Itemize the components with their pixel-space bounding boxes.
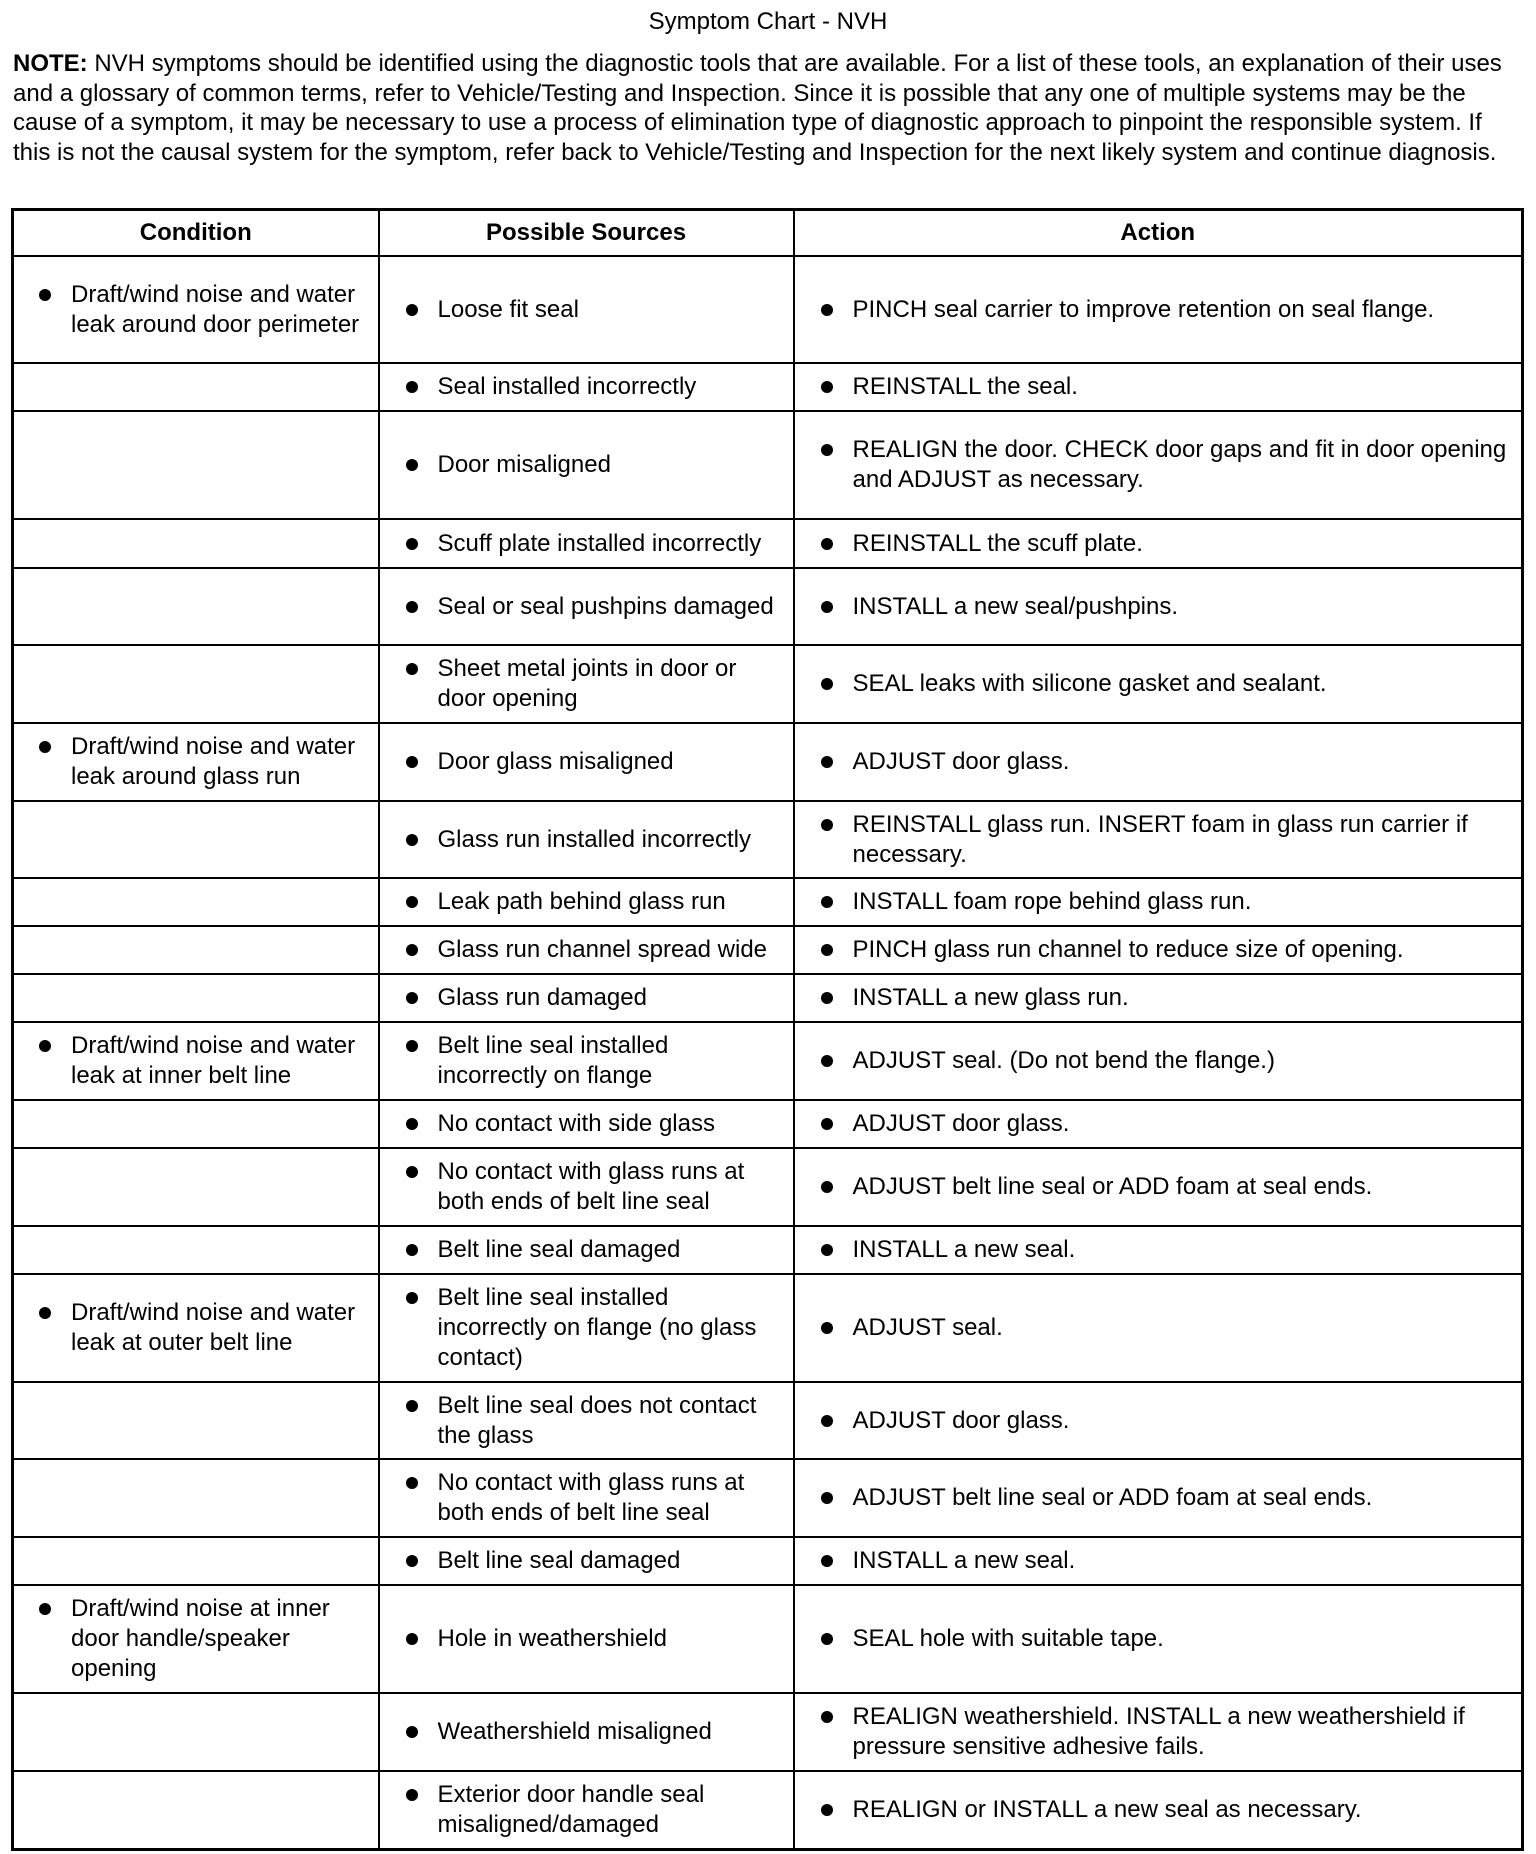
table-row	[13, 1537, 1523, 1585]
bullet-item	[390, 1391, 783, 1451]
action-cell	[794, 1382, 1523, 1459]
table-row	[13, 723, 1523, 801]
bullet-item	[390, 747, 783, 777]
bullet-dot-icon	[821, 1555, 833, 1567]
source-cell	[379, 1771, 794, 1849]
bullet-dot-icon	[821, 896, 833, 908]
header-possible-sources: Possible Sources	[379, 210, 794, 257]
bullet-dot-icon	[406, 1292, 418, 1304]
bullet-dot-icon	[39, 741, 51, 753]
action-text: INSTALL a new seal.	[852, 1547, 1076, 1574]
bullet-dot-icon	[821, 538, 833, 550]
source-text: Door misaligned	[437, 451, 611, 478]
bullet-dot-icon	[821, 819, 833, 831]
table-row	[13, 1693, 1523, 1771]
source-cell	[379, 645, 794, 723]
table-row	[13, 363, 1523, 411]
action-text: REINSTALL the scuff plate.	[852, 529, 1143, 557]
bullet-item	[24, 732, 368, 792]
action-text: INSTALL a new glass run.	[852, 984, 1129, 1011]
bullet-item	[805, 1406, 1512, 1436]
bullet-dot-icon	[821, 1415, 833, 1427]
action-text: ADJUST seal. (Do not bend the flange.)	[852, 1047, 1275, 1074]
action-cell	[794, 1226, 1523, 1274]
bullet-item	[24, 280, 368, 340]
note-text: NVH symptoms should be identified using the diagnostic tools that are available. For a list of these tools, an explanation of their uses and a glossary of common terms, refer to Vehicle/Testing and Inspection. Since it is possible that any one of multiple systems may be the cause of a symptom, it may be necessary to use a process of elimination type of diagnostic approach to pinpoint the responsible system. If this is not the causal system for the symptom, refer back to Vehicle/Testing and Inspection for the next likely system and continue diagnosis.	[13, 50, 1502, 166]
table-row	[13, 1771, 1523, 1849]
table-row	[13, 1148, 1523, 1226]
bullet-dot-icon	[821, 1244, 833, 1256]
source-text: No contact with glass runs at both ends of belt line seal	[437, 1469, 745, 1526]
bullet-dot-icon	[821, 1804, 833, 1816]
action-cell	[794, 1148, 1523, 1226]
table-row	[13, 1585, 1523, 1693]
bullet-item	[805, 1546, 1512, 1576]
action-text: PINCH seal carrier to improve retention on seal flange.	[852, 295, 1435, 323]
bullet-dot-icon	[406, 1477, 418, 1489]
bullet-item	[805, 435, 1512, 495]
action-text: REALIGN weathershield. INSTALL a new weathershield if pressure sensitive adhesive fails.	[852, 1703, 1465, 1760]
bullet-item	[390, 372, 783, 402]
condition-cell	[13, 645, 379, 723]
table-row	[13, 1100, 1523, 1148]
source-cell	[379, 256, 794, 363]
note-paragraph	[13, 49, 1518, 167]
table-row	[13, 519, 1523, 568]
condition-cell	[13, 256, 379, 363]
bullet-dot-icon	[406, 1118, 418, 1130]
bullet-item	[390, 1157, 783, 1217]
condition-cell	[13, 801, 379, 878]
table-body	[13, 256, 1523, 1849]
bullet-item	[390, 1468, 783, 1528]
bullet-item	[805, 747, 1512, 777]
action-text: INSTALL a new seal/pushpins.	[852, 592, 1179, 620]
table-header-row	[13, 210, 1523, 257]
action-cell	[794, 363, 1523, 411]
source-text: Glass run damaged	[437, 984, 647, 1011]
source-cell	[379, 801, 794, 878]
action-cell	[794, 1459, 1523, 1537]
table-row	[13, 878, 1523, 926]
bullet-item	[805, 592, 1512, 622]
action-cell	[794, 1100, 1523, 1148]
bullet-item	[390, 1235, 783, 1265]
bullet-item	[805, 295, 1512, 325]
source-cell	[379, 1274, 794, 1382]
bullet-item	[805, 1313, 1512, 1343]
bullet-item	[390, 983, 783, 1013]
table-row	[13, 1022, 1523, 1100]
source-text: Seal or seal pushpins damaged	[437, 592, 774, 620]
condition-text: Draft/wind noise at inner door handle/speaker opening	[71, 1595, 330, 1682]
source-text: Seal installed incorrectly	[437, 373, 697, 400]
source-text: Belt line seal damaged	[437, 1547, 681, 1574]
table-row	[13, 1382, 1523, 1459]
bullet-item	[390, 825, 783, 855]
bullet-item	[390, 887, 783, 917]
source-text: Belt line seal installed incorrectly on flange (no glass contact)	[437, 1284, 757, 1371]
source-cell	[379, 974, 794, 1022]
condition-cell	[13, 1382, 379, 1459]
source-text: Belt line seal installed incorrectly on flange	[437, 1032, 669, 1089]
source-cell	[379, 411, 794, 519]
bullet-item	[805, 810, 1512, 870]
action-cell	[794, 1537, 1523, 1585]
source-text: No contact with side glass	[437, 1110, 715, 1137]
bullet-item	[805, 1702, 1512, 1762]
source-cell	[379, 1100, 794, 1148]
bullet-item	[805, 669, 1512, 699]
condition-cell	[13, 1693, 379, 1771]
bullet-dot-icon	[39, 1307, 51, 1319]
condition-cell	[13, 878, 379, 926]
condition-cell	[13, 1274, 379, 1382]
table-row	[13, 568, 1523, 645]
bullet-item	[390, 529, 783, 559]
header-action: Action	[794, 210, 1523, 257]
source-text: Belt line seal does not contact the glass	[437, 1391, 757, 1449]
bullet-dot-icon	[406, 304, 418, 316]
source-cell	[379, 1537, 794, 1585]
source-cell	[379, 363, 794, 411]
action-text: INSTALL a new seal.	[852, 1236, 1076, 1263]
bullet-dot-icon	[39, 1603, 51, 1615]
source-cell	[379, 568, 794, 645]
bullet-item	[805, 983, 1512, 1013]
action-cell	[794, 568, 1523, 645]
source-text: Scuff plate installed incorrectly	[437, 529, 762, 557]
source-cell	[379, 926, 794, 974]
bullet-item	[390, 1546, 783, 1576]
bullet-item	[390, 592, 783, 622]
table-row	[13, 1459, 1523, 1537]
bullet-item	[390, 1109, 783, 1139]
source-text: Weathershield misaligned	[437, 1718, 712, 1745]
source-text: Exterior door handle seal misaligned/damaged	[437, 1780, 705, 1838]
condition-cell	[13, 1226, 379, 1274]
bullet-dot-icon	[406, 756, 418, 768]
bullet-dot-icon	[39, 289, 51, 301]
action-text: SEAL leaks with silicone gasket and sealant.	[852, 670, 1327, 697]
table-row	[13, 801, 1523, 878]
condition-cell	[13, 519, 379, 568]
bullet-dot-icon	[821, 944, 833, 956]
note-label: NOTE:	[13, 50, 88, 77]
action-text: REINSTALL glass run. INSERT foam in glass run carrier if necessary.	[852, 810, 1468, 868]
action-cell	[794, 1022, 1523, 1100]
source-text: Loose fit seal	[437, 295, 579, 323]
bullet-dot-icon	[821, 1181, 833, 1193]
action-text: REALIGN or INSTALL a new seal as necessary.	[852, 1795, 1362, 1823]
source-cell	[379, 878, 794, 926]
action-text: SEAL hole with suitable tape.	[852, 1625, 1164, 1652]
action-text: ADJUST door glass.	[852, 1110, 1070, 1137]
condition-cell	[13, 1022, 379, 1100]
source-text: Glass run channel spread wide	[437, 936, 768, 963]
bullet-dot-icon	[821, 1492, 833, 1504]
bullet-dot-icon	[406, 1633, 418, 1645]
condition-cell	[13, 1771, 379, 1849]
bullet-item	[390, 654, 783, 714]
bullet-item	[24, 1031, 368, 1091]
bullet-dot-icon	[406, 834, 418, 846]
header-condition: Condition	[13, 210, 379, 257]
action-cell	[794, 411, 1523, 519]
bullet-dot-icon	[406, 381, 418, 393]
source-cell	[379, 1382, 794, 1459]
source-cell	[379, 519, 794, 568]
action-cell	[794, 926, 1523, 974]
table-row	[13, 411, 1523, 519]
action-cell	[794, 645, 1523, 723]
table-row	[13, 974, 1523, 1022]
bullet-item	[805, 1235, 1512, 1265]
action-text: PINCH glass run channel to reduce size of opening.	[852, 936, 1404, 963]
condition-text: Draft/wind noise and water leak at outer belt line	[71, 1299, 356, 1356]
bullet-dot-icon	[406, 1555, 418, 1567]
bullet-dot-icon	[406, 1400, 418, 1412]
condition-cell	[13, 723, 379, 801]
action-cell	[794, 256, 1523, 363]
bullet-dot-icon	[406, 538, 418, 550]
bullet-dot-icon	[821, 444, 833, 456]
source-text: Glass run installed incorrectly	[437, 825, 751, 853]
source-cell	[379, 1585, 794, 1693]
bullet-dot-icon	[821, 601, 833, 613]
bullet-item	[390, 935, 783, 965]
bullet-item	[805, 1046, 1512, 1076]
bullet-item	[805, 887, 1512, 917]
bullet-item	[805, 372, 1512, 402]
action-cell	[794, 1771, 1523, 1849]
action-text: ADJUST belt line seal or ADD foam at seal ends.	[852, 1173, 1373, 1200]
condition-text: Draft/wind noise and water leak around glass run	[71, 733, 356, 790]
bullet-item	[390, 295, 783, 325]
condition-cell	[13, 363, 379, 411]
source-cell	[379, 1459, 794, 1537]
condition-text: Draft/wind noise and water leak at inner belt line	[71, 1032, 356, 1089]
bullet-dot-icon	[39, 1040, 51, 1052]
action-cell	[794, 1274, 1523, 1382]
bullet-dot-icon	[406, 1726, 418, 1738]
bullet-item	[805, 1795, 1512, 1825]
table-row	[13, 645, 1523, 723]
bullet-dot-icon	[406, 1040, 418, 1052]
action-text: REINSTALL the seal.	[852, 373, 1078, 400]
bullet-item	[805, 935, 1512, 965]
bullet-dot-icon	[406, 1244, 418, 1256]
source-text: Sheet metal joints in door or door opening	[437, 655, 737, 712]
table-row	[13, 1274, 1523, 1382]
action-text: ADJUST door glass.	[852, 1406, 1070, 1434]
condition-cell	[13, 568, 379, 645]
action-cell	[794, 878, 1523, 926]
bullet-dot-icon	[406, 663, 418, 675]
bullet-dot-icon	[406, 992, 418, 1004]
action-cell	[794, 801, 1523, 878]
bullet-item	[390, 1031, 783, 1091]
condition-cell	[13, 1585, 379, 1693]
source-text: Hole in weathershield	[437, 1625, 667, 1652]
bullet-item	[805, 1624, 1512, 1654]
source-text: Door glass misaligned	[437, 748, 674, 775]
condition-cell	[13, 926, 379, 974]
bullet-dot-icon	[406, 1166, 418, 1178]
bullet-dot-icon	[821, 1633, 833, 1645]
source-cell	[379, 1693, 794, 1771]
bullet-item	[805, 1483, 1512, 1513]
condition-cell	[13, 1537, 379, 1585]
source-cell	[379, 723, 794, 801]
bullet-item	[390, 450, 783, 480]
bullet-item	[24, 1298, 368, 1358]
bullet-dot-icon	[406, 944, 418, 956]
bullet-dot-icon	[821, 992, 833, 1004]
page-title: Symptom Chart - NVH	[648, 8, 888, 35]
symptom-table	[11, 208, 1524, 1851]
source-cell	[379, 1226, 794, 1274]
condition-cell	[13, 974, 379, 1022]
action-text: ADJUST belt line seal or ADD foam at seal ends.	[852, 1484, 1373, 1511]
action-text: INSTALL foam rope behind glass run.	[852, 888, 1252, 915]
source-cell	[379, 1148, 794, 1226]
source-text: Belt line seal damaged	[437, 1236, 681, 1263]
table-row	[13, 926, 1523, 974]
bullet-item	[390, 1283, 783, 1373]
bullet-dot-icon	[406, 459, 418, 471]
action-text: ADJUST seal.	[852, 1314, 1003, 1341]
bullet-dot-icon	[821, 304, 833, 316]
source-cell	[379, 1022, 794, 1100]
bullet-dot-icon	[406, 896, 418, 908]
condition-cell	[13, 1459, 379, 1537]
action-cell	[794, 974, 1523, 1022]
bullet-dot-icon	[821, 756, 833, 768]
bullet-item	[805, 529, 1512, 559]
bullet-dot-icon	[821, 1055, 833, 1067]
action-cell	[794, 1693, 1523, 1771]
bullet-item	[24, 1594, 368, 1684]
action-cell	[794, 519, 1523, 568]
bullet-dot-icon	[406, 1789, 418, 1801]
bullet-dot-icon	[406, 601, 418, 613]
table-row	[13, 256, 1523, 363]
condition-cell	[13, 1148, 379, 1226]
table-row	[13, 1226, 1523, 1274]
condition-cell	[13, 411, 379, 519]
action-text: ADJUST door glass.	[852, 748, 1070, 775]
bullet-item	[390, 1780, 783, 1840]
bullet-dot-icon	[821, 1711, 833, 1723]
action-cell	[794, 1585, 1523, 1693]
bullet-dot-icon	[821, 1118, 833, 1130]
bullet-dot-icon	[821, 381, 833, 393]
bullet-dot-icon	[821, 678, 833, 690]
source-text: No contact with glass runs at both ends of belt line seal	[437, 1158, 745, 1215]
bullet-dot-icon	[821, 1322, 833, 1334]
condition-cell	[13, 1100, 379, 1148]
bullet-item	[390, 1624, 783, 1654]
source-text: Leak path behind glass run	[437, 888, 726, 915]
action-text: REALIGN the door. CHECK door gaps and fit in door opening and ADJUST as necessary.	[852, 436, 1507, 493]
condition-text: Draft/wind noise and water leak around door perimeter	[71, 280, 360, 338]
bullet-item	[805, 1109, 1512, 1139]
action-cell	[794, 723, 1523, 801]
bullet-item	[390, 1717, 783, 1747]
bullet-item	[805, 1172, 1512, 1202]
